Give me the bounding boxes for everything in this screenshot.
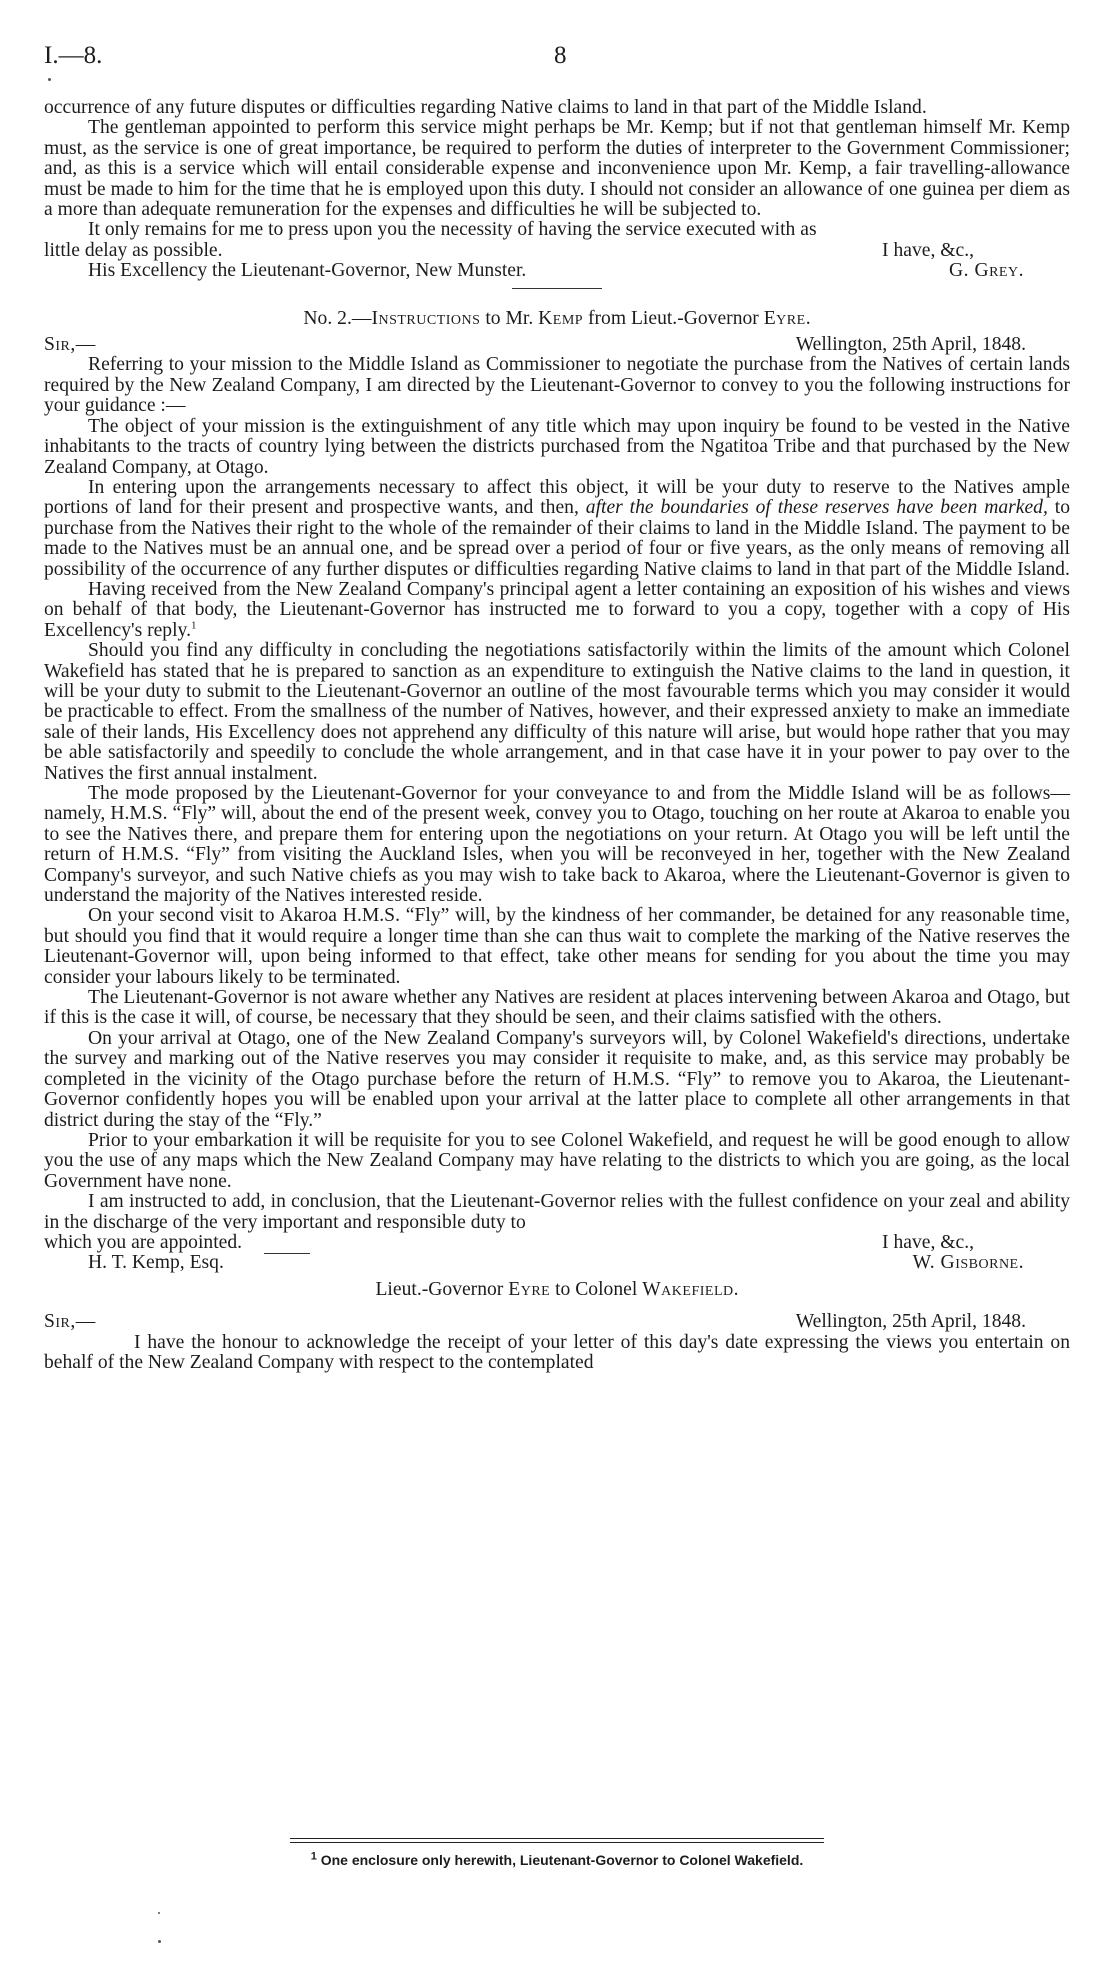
paragraph: On your second visit to Akaroa H.M.S. “Fly” will, by the kindness of her commander, be detained for any reasonable time, but should you find that it would require a longer time than she can thus wait to complete the marking of the Native reserves the Lieutenant-Governor will, upon being informed to that effect, take other means for sending for you about the time you may consider your labours likely to be terminated. — [44, 905, 1070, 988]
heading-text: Eyre — [508, 1278, 551, 1300]
emphasis-text: after the boundaries of these reserves have been marked, — [585, 497, 1048, 519]
paragraph: It only remains for me to press upon you the necessity of having the service executed with as — [88, 219, 817, 241]
salutation: Sir,— — [44, 334, 96, 356]
salutation: Sir,— — [44, 1311, 96, 1333]
heading-text: . — [805, 307, 811, 329]
heading-text: . — [733, 1278, 739, 1300]
paragraph — [44, 580, 1070, 641]
text-run: to purchase from the Natives their right to the whole of the remainder of their claims to land in the Middle Island. The payment to be made to the Natives must be an annual one, and be spread over a period of four or five years, as the only means of removing all possibility of the occurrence of any further disputes or difficulties regarding Native claims to land in that part of the Middle Island. — [44, 497, 1071, 580]
heading-text: Kemp — [538, 307, 584, 329]
heading-text: No. 2.— — [303, 307, 372, 329]
closing-formula: I have, &c., — [882, 1231, 974, 1253]
letter-heading — [44, 1280, 1070, 1300]
heading-text: from Lieut.-Governor — [583, 307, 764, 329]
paragraph: The Lieutenant-Governor is not aware whether any Natives are resident at places intervening between Akaroa and Otago, but if this is the case it will, of course, be necessary that they should be seen, and their claims satisfied with the others. — [44, 987, 1070, 1029]
salutation-line — [44, 1312, 1070, 1332]
addressee: His Excellency the Lieutenant-Governor, New Munster. — [88, 260, 527, 282]
paragraph-end: which you are appointed. — [44, 1231, 243, 1253]
paragraph: Referring to your mission to the Middle Island as Commissioner to negotiate the purchase from the Natives of certain lands required by the New Zealand Company, I am directed by the Lieutenant-Governor to convey to you the following instructions for your guidance :— — [44, 354, 1070, 417]
paragraph: The mode proposed by the Lieutenant-Governor for your conveyance to and from the Middle Island will be as follows—namely, H.M.S. “Fly” will, about the end of the present week, convey you to Otago, touching on her route at Akaroa to enable you to see the Natives there, and prepare them for entering upon the negotiations on your return. At Otago you will be left until the return of H.M.S. “Fly” from visiting the Auckland Isles, when you will be reconveyed in her, together with the New Zealand Company's surveyor, and such Native chiefs as you may wish to take back to Akaroa, where the Lieutenant-Governor is given to understand the majority of the Natives interested reside. — [44, 783, 1070, 907]
footnote-rule — [290, 1838, 824, 1839]
text-run: Having received from the New Zealand Company's principal agent a letter containing an exposition of his wishes and views on behalf of that body, the Lieutenant-Governor has instructed me to forward to you a copy, together with a copy of His Excellency's reply. — [44, 578, 1070, 641]
heading-text: Lieut.-Governor — [375, 1278, 509, 1300]
paragraph: On your arrival at Otago, one of the New Zealand Company's surveyors will, by Colonel Wakefield's directions, undertake the survey and marking out of the Native reserves you may consider it requisite to make, and, as this service may probably be completed in the vicinity of the Otago purchase before the return of H.M.S. “Fly” to remove you to Akaroa, the Lieutenant-Governor confidently hopes you will be enabled upon your arrival at the latter place to complete all other arrangements in that district during the stay of the “Fly.” — [44, 1027, 1070, 1131]
text-run: In entering upon the arrangements necessary to affect this object, it will be your duty to reserve to the Natives ample portions of land for their present and prospective wants, and then, — [44, 476, 1070, 519]
paragraph — [44, 478, 1070, 580]
section-divider — [512, 288, 602, 289]
document-reference: I.—8. — [44, 42, 103, 69]
paragraph: Should you find any difficulty in concluding the negotiations satisfactorily within the limits of the amount which Colonel Wakefield has stated that he is prepared to sanction as an expenditure to extinguish the Native claims to the land in question, it will be your duty to submit to the Lieutenant-Governor an outline of the most favourable terms which you may consider it would be practicable to effect. From the smallness of the number of Natives, however, and their expressed anxiety to make an immediate sale of their lands, His Excellency does not apprehend any difficulty of this nature will arise, but would hope rather that you may be able satisfactorily and speedily to conclude the whole arrangement, and in that case have it in your power to pay over to the Natives the first annual instalment. — [44, 640, 1070, 784]
paragraph: occurrence of any future disputes or difficulties regarding Native claims to land in that part of the Middle Island. — [44, 97, 927, 118]
footnote-mark: 1 — [310, 1850, 317, 1863]
signature-line — [44, 1253, 1070, 1273]
footnote — [44, 1852, 1070, 1868]
page-body — [44, 98, 1070, 1373]
salutation-line — [44, 335, 1070, 355]
paragraph: The gentleman appointed to perform this service might perhaps be Mr. Kemp; but if not that gentleman himself Mr. Kemp must, as the service is one of great importance, be required to perform the duties of interpreter to the Government Commissioner; and, as this is a service which will entail considerable expense and inconvenience upon Mr. Kemp, a fair travelling-allowance must be made to him for the time that he is employed upon this duty. I should not consider an allowance of one guinea per diem as a more than adequate remuneration for the expenses and difficulties he will be subjected to. — [44, 117, 1070, 221]
heading-text: to Colonel — [550, 1278, 643, 1300]
heading-text: Eyre — [763, 307, 806, 329]
page-number: 8 — [554, 42, 567, 69]
addressee: H. T. Kemp, Esq. — [88, 1252, 224, 1274]
page-header — [44, 42, 1070, 72]
letter-date: Wellington, 25th April, 1848. — [795, 334, 1026, 356]
closing-line — [44, 1233, 1070, 1253]
footnote-reference: 1 — [190, 619, 197, 632]
paragraph: I am instructed to add, in conclusion, that the Lieutenant-Governor relies with the fullest confidence on your zeal and ability in the discharge of the very important and responsible duty to — [44, 1191, 1070, 1233]
paragraph-end: little delay as possible. — [44, 239, 223, 261]
heading-text: Instructions — [371, 307, 481, 329]
print-speck — [158, 1912, 160, 1914]
letter-date: Wellington, 25th April, 1848. — [795, 1311, 1026, 1333]
footnote-text: One enclosure only herewith, Lieutenant-Governor to Colonel Wakefield. — [320, 1852, 804, 1868]
closing-formula: I have, &c., — [882, 239, 974, 261]
letter-heading — [44, 309, 1070, 329]
print-speck — [48, 78, 51, 81]
signature-line — [44, 261, 1070, 281]
heading-text: to Mr. — [480, 307, 539, 329]
print-speck — [158, 1940, 161, 1943]
heading-text: Wakefield — [642, 1278, 734, 1300]
paragraph: I have the honour to acknowledge the receipt of your letter of this day's date expressing the views you entertain on behalf of the New Zealand Company with respect to the contemplated — [44, 1331, 1070, 1373]
signature: W. Gisborne. — [912, 1252, 1024, 1274]
paragraph: Prior to your embarkation it will be requisite for you to see Colonel Wakefield, and request he will be good enough to allow you the use of any maps which the New Zealand Company may have relating to the districts to which you are going, as the local Government have none. — [44, 1129, 1070, 1192]
divider-dash — [264, 1253, 310, 1254]
signature: G. Grey. — [949, 260, 1024, 282]
paragraph: The object of your mission is the extinguishment of any title which may upon inquiry be found to be vested in the Native inhabitants to the tracts of country lying between the districts purchased from the Ngatitoa Tribe and that purchased by the New Zealand Company, at Otago. — [44, 415, 1070, 478]
footnote-rule — [290, 1842, 824, 1843]
closing-line — [44, 241, 1070, 261]
